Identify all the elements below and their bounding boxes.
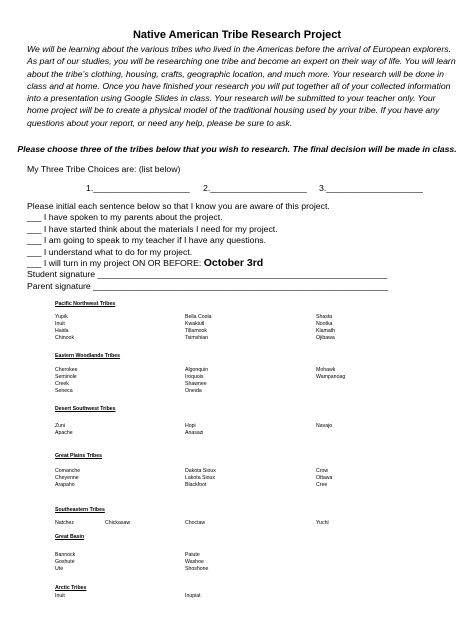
- tribe-name: Shasta: [316, 314, 333, 320]
- section-heading: Desert Southwest Tribes: [55, 406, 116, 412]
- tribe-name: Tillamook: [185, 328, 208, 334]
- document-title: Native American Tribe Research Project: [132, 29, 342, 41]
- checklist-item[interactable]: ___ I am going to speak to my teacher if I have any questions.: [27, 235, 267, 246]
- tribe-name: Crow: [316, 468, 329, 474]
- tribe-name: Choctaw: [185, 520, 206, 526]
- tribe-name: Cree: [316, 482, 328, 488]
- tribe-name: Ottawa: [316, 475, 333, 481]
- tribe-name: Creek: [55, 381, 69, 387]
- tribe-name: Wampanoag: [316, 374, 346, 380]
- tribe-name: Cheyenne: [55, 475, 79, 481]
- instruction-text: Please choose three of the tribes below that you wish to research. The final decision will be made in class.: [17, 144, 457, 154]
- tribe-name: Yupik: [55, 314, 68, 320]
- student-signature-line[interactable]: Student signature ____________________________________________________________: [27, 269, 388, 280]
- tribe-name: Ojibawa: [316, 335, 335, 341]
- tribe-name: Washoe: [185, 559, 204, 565]
- tribe-name: Haida: [55, 328, 69, 334]
- tribe-name: Lakota Sioux: [185, 475, 215, 481]
- deadline-prefix: ___ I will turn in my project ON OR BEFORE:: [27, 258, 204, 269]
- tribe-name: Inuit: [55, 593, 65, 599]
- section-heading: Pacific Northwest Tribes: [55, 301, 116, 307]
- initial-prompt: Please initial each sentence below so that I know you are aware of this project.: [27, 201, 330, 211]
- choices-label: My Three Tribe Choices are: (list below): [27, 164, 181, 174]
- tribe-name: Goshute: [55, 559, 75, 565]
- parent-signature-line[interactable]: Parent signature _____________________________________________________________: [27, 280, 388, 291]
- section-heading: Southeastern Tribes: [55, 507, 105, 513]
- tribe-name: Bella Coola: [185, 314, 212, 320]
- tribe-name: Yuchi: [316, 520, 329, 526]
- tribe-name: Natchez: [55, 520, 75, 526]
- tribe-name: Arapaho: [55, 482, 75, 488]
- tribe-name: Seminole: [55, 374, 77, 380]
- tribe-name: Seneca: [55, 388, 73, 394]
- tribe-name: Tsimshian: [185, 335, 209, 341]
- deadline-item[interactable]: [27, 258, 447, 269]
- choice-line-1[interactable]: 1.____________________: [86, 183, 190, 193]
- tribe-name: Shoshone: [185, 566, 209, 572]
- tribe-name: Paiute: [185, 552, 200, 558]
- checklist-item[interactable]: ___ I have spoken to my parents about the project.: [27, 212, 223, 223]
- tribe-name: Anasazi: [185, 430, 204, 436]
- tribe-name: Chinook: [55, 335, 75, 341]
- tribe-name: Inuit: [55, 321, 65, 327]
- section-heading: Arctic Tribes: [55, 585, 87, 591]
- tribe-name: Nootka: [316, 321, 333, 327]
- tribe-name: Algonquin: [185, 367, 209, 373]
- section-heading: Eastern Woodlands Tribes: [55, 353, 121, 359]
- tribe-name: Inupiat: [185, 593, 201, 599]
- section-heading: Great Basin: [55, 534, 85, 540]
- tribe-name: Apache: [55, 430, 73, 436]
- deadline-date: October 3rd: [203, 257, 264, 270]
- tribe-name: Mohawk: [316, 367, 336, 373]
- tribe-name: Zuni: [55, 423, 66, 429]
- tribe-name: Bannock: [55, 552, 76, 558]
- tribe-name: Oneida: [185, 388, 202, 394]
- tribe-name: Chickasaw: [105, 520, 131, 526]
- tribe-name: Hopi: [185, 423, 196, 429]
- tribe-name: Navajo: [316, 423, 333, 429]
- choice-line-2[interactable]: 2.____________________: [203, 183, 307, 193]
- initial-section: [27, 201, 447, 292]
- tribe-name: Blackfoot: [185, 482, 207, 488]
- section-heading: Great Plains Tribes: [55, 453, 102, 459]
- tribe-name: Kwakiutl: [185, 321, 205, 327]
- tribe-name: Comanche: [55, 468, 81, 474]
- checklist-item[interactable]: ___ I understand what to do for my project.: [27, 246, 193, 257]
- choice-line-3[interactable]: 3.____________________: [319, 183, 423, 193]
- intro-paragraph: [27, 43, 457, 129]
- tribe-name: Iroquois: [185, 374, 204, 380]
- tribe-name: Klamath: [316, 328, 336, 334]
- tribe-name: Shawnee: [185, 381, 207, 387]
- tribe-name: Cherokee: [55, 367, 78, 373]
- tribe-name: Ute: [55, 566, 64, 572]
- tribe-name: Dakota Sioux: [185, 468, 216, 474]
- checklist-item[interactable]: ___ I have started think about the materials I need for my project.: [27, 223, 278, 234]
- intro-text: We will be learning about the various tribes who lived in the Americas before the arrival of European explorers. As part of our studies, you will be researching one tribe and become an expert on their way of life. You will learn about the tribe’s clothing, housing, crafts, geographic location, and much more. Your research will be done in class and at home. Once you have finished your research you will put together all of your collected information into a presentation using Google Slides in class. Your research will be submitted to your teacher only. Your home project will be to create a physical model of the traditional housing used by your tribe. If you have any questions about your report, or need any help, please be sure to ask.: [27, 44, 456, 128]
